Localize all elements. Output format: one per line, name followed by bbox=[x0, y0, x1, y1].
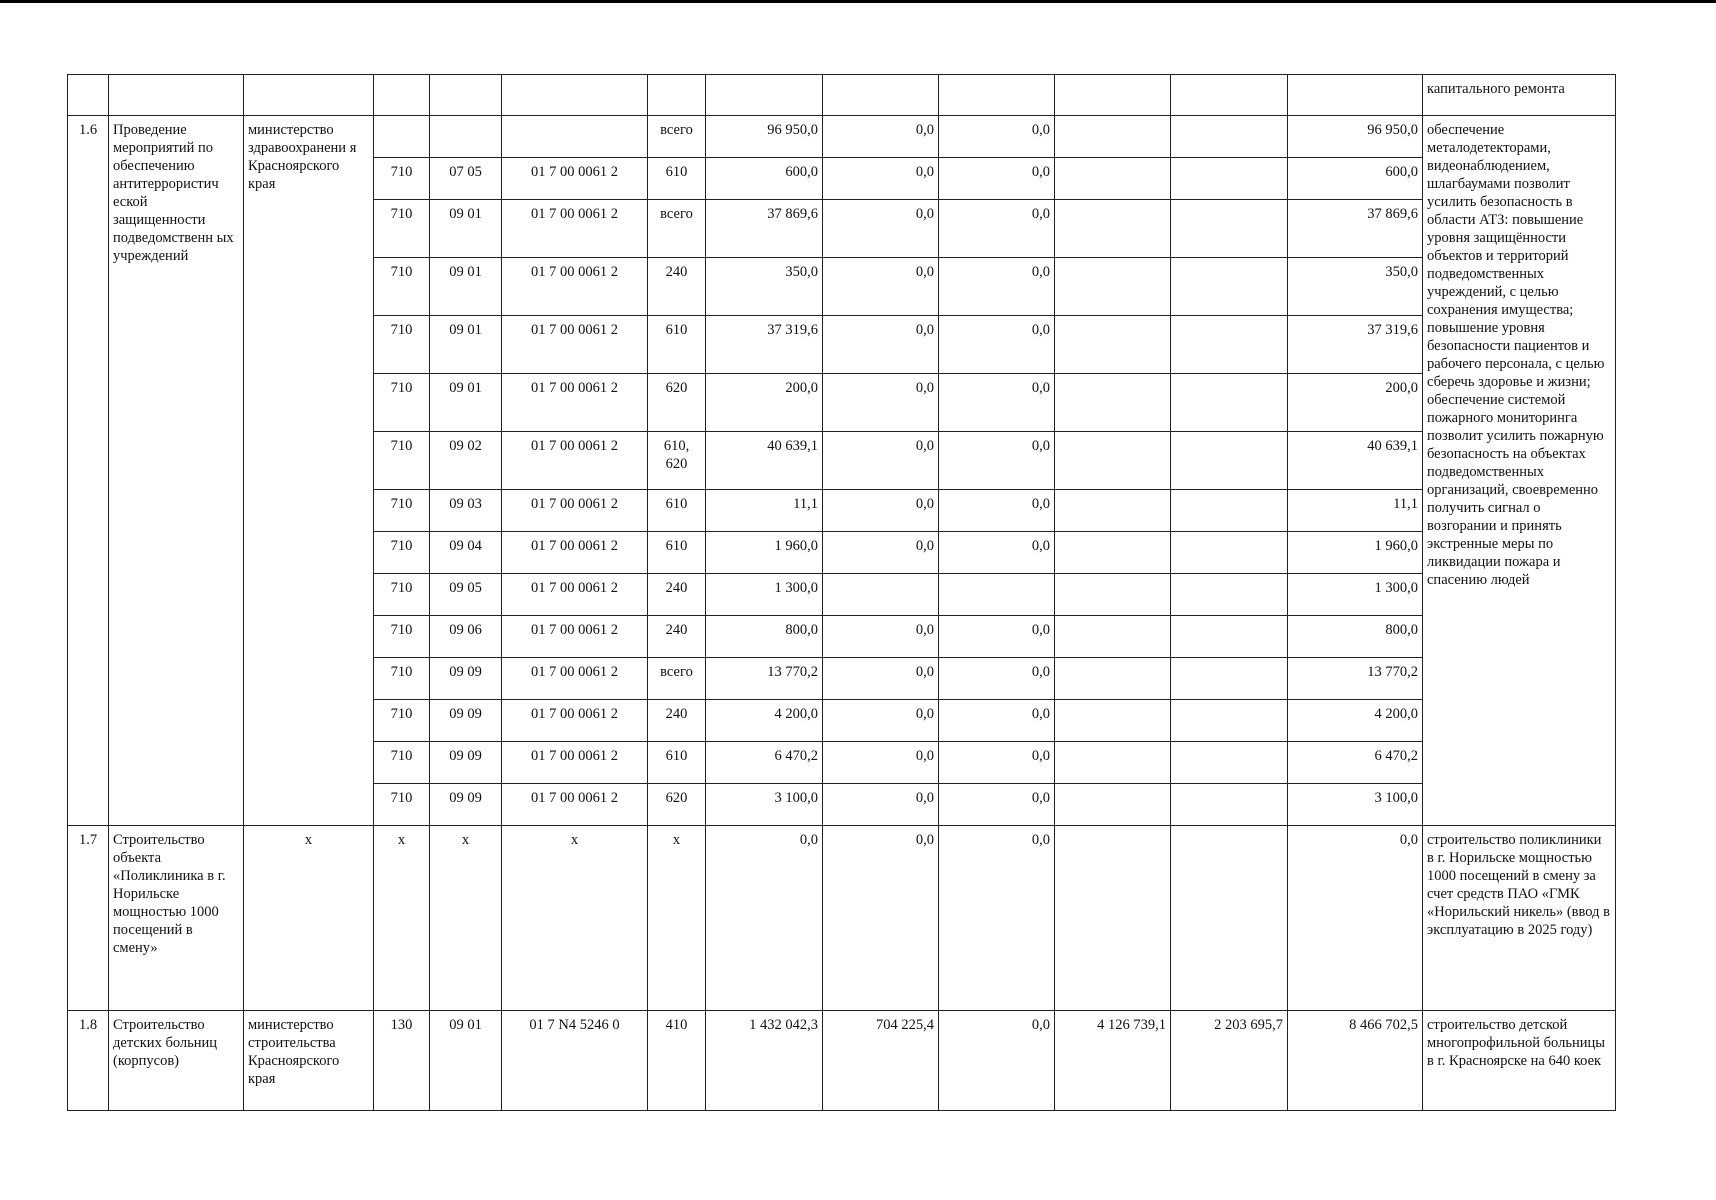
cell-vr: 240 bbox=[648, 616, 706, 658]
cell-year4 bbox=[1055, 616, 1171, 658]
cell-year3: 0,0 bbox=[939, 374, 1055, 432]
cell-year2: 0,0 bbox=[823, 826, 939, 1011]
cell-year3: 0,0 bbox=[939, 784, 1055, 826]
cell-year5 bbox=[1171, 658, 1288, 700]
budget-table bbox=[67, 74, 1616, 1111]
cell-csr: 01 7 N4 5246 0 bbox=[502, 1011, 648, 1111]
cell-year5 bbox=[1171, 200, 1288, 258]
cell-year3: 0,0 bbox=[939, 258, 1055, 316]
cell-vr: всего bbox=[648, 116, 706, 158]
cell-grbs bbox=[374, 116, 430, 158]
cell-grbs: 710 bbox=[374, 490, 430, 532]
cell-year3 bbox=[939, 574, 1055, 616]
cell-year5 bbox=[1171, 158, 1288, 200]
cell-vr: 240 bbox=[648, 574, 706, 616]
cell-rzpr bbox=[430, 116, 502, 158]
cell-total: 96 950,0 bbox=[1288, 116, 1423, 158]
cell-vr: всего bbox=[648, 200, 706, 258]
cell-csr: 01 7 00 0061 2 bbox=[502, 784, 648, 826]
cell-year4 bbox=[1055, 432, 1171, 490]
cell-vr: 610 bbox=[648, 316, 706, 374]
cell-year5 bbox=[1171, 532, 1288, 574]
cell-vr: всего bbox=[648, 658, 706, 700]
cell-csr: 01 7 00 0061 2 bbox=[502, 316, 648, 374]
cell-rzpr: 09 05 bbox=[430, 574, 502, 616]
cell-rzpr: 09 02 bbox=[430, 432, 502, 490]
cell-total: 200,0 bbox=[1288, 374, 1423, 432]
cell-csr: 01 7 00 0061 2 bbox=[502, 374, 648, 432]
cell-year5 bbox=[1171, 700, 1288, 742]
cell-year5 bbox=[1171, 432, 1288, 490]
cell-year4 bbox=[1055, 784, 1171, 826]
cell-rzpr: 09 01 bbox=[430, 374, 502, 432]
cell-total: 40 639,1 bbox=[1288, 432, 1423, 490]
cell-year4 bbox=[1055, 75, 1171, 116]
cell-year1: 6 470,2 bbox=[706, 742, 823, 784]
cell-rzpr: 09 09 bbox=[430, 658, 502, 700]
cell-year4 bbox=[1055, 490, 1171, 532]
responsible-org: министерство строительства Красноярского края bbox=[244, 1011, 374, 1111]
expected-result: строительство детской многопрофильной больницы в г. Красноярске на 640 коек bbox=[1423, 1011, 1616, 1111]
cell-total: 37 869,6 bbox=[1288, 200, 1423, 258]
cell-year3 bbox=[939, 75, 1055, 116]
cell-year2: 0,0 bbox=[823, 374, 939, 432]
cell-rzpr: 09 09 bbox=[430, 700, 502, 742]
cell-year1 bbox=[706, 75, 823, 116]
cell-total bbox=[1288, 75, 1423, 116]
cell-year5 bbox=[1171, 316, 1288, 374]
cell-csr bbox=[502, 75, 648, 116]
cell-year4 bbox=[1055, 200, 1171, 258]
cell-year2: 704 225,4 bbox=[823, 1011, 939, 1111]
cell-grbs: 710 bbox=[374, 616, 430, 658]
cell-year1: 4 200,0 bbox=[706, 700, 823, 742]
cell-rzpr: 07 05 bbox=[430, 158, 502, 200]
cell-total: 350,0 bbox=[1288, 258, 1423, 316]
row-number: 1.6 bbox=[68, 116, 109, 826]
cell-name bbox=[109, 75, 244, 116]
cell-grbs: 710 bbox=[374, 742, 430, 784]
cell-year3: 0,0 bbox=[939, 658, 1055, 700]
cell-csr bbox=[502, 116, 648, 158]
cell-year5 bbox=[1171, 616, 1288, 658]
cell-year3: 0,0 bbox=[939, 532, 1055, 574]
cell-year5 bbox=[1171, 374, 1288, 432]
cell-csr: 01 7 00 0061 2 bbox=[502, 616, 648, 658]
cell-year3: 0,0 bbox=[939, 1011, 1055, 1111]
cell-rzpr: 09 01 bbox=[430, 316, 502, 374]
cell-total: 4 200,0 bbox=[1288, 700, 1423, 742]
cell-year2: 0,0 bbox=[823, 200, 939, 258]
cell-rzpr: 09 01 bbox=[430, 200, 502, 258]
cell-year2: 0,0 bbox=[823, 158, 939, 200]
cell-grbs bbox=[374, 75, 430, 116]
cell-rzpr: 09 01 bbox=[430, 258, 502, 316]
cell-grbs: 710 bbox=[374, 532, 430, 574]
cell-year3: 0,0 bbox=[939, 316, 1055, 374]
cell-year4 bbox=[1055, 532, 1171, 574]
cell-total: 800,0 bbox=[1288, 616, 1423, 658]
measure-name: Строительство детских больниц (корпусов) bbox=[109, 1011, 244, 1111]
cell-result: капитального ремонта bbox=[1423, 75, 1616, 116]
cell-vr: 610, 620 bbox=[648, 432, 706, 490]
cell-year4 bbox=[1055, 658, 1171, 700]
cell-year1: 96 950,0 bbox=[706, 116, 823, 158]
cell-year4 bbox=[1055, 374, 1171, 432]
responsible-org: x bbox=[244, 826, 374, 1011]
cell-year2: 0,0 bbox=[823, 700, 939, 742]
cell-org bbox=[244, 75, 374, 116]
cell-csr: x bbox=[502, 826, 648, 1011]
cell-year5 bbox=[1171, 784, 1288, 826]
cell-year1: 0,0 bbox=[706, 826, 823, 1011]
cell-year3: 0,0 bbox=[939, 490, 1055, 532]
measure-name: Проведение мероприятий по обеспечению антитеррористич еской защищенности подведомственн ых учреждений bbox=[109, 116, 244, 826]
cell-year5: 2 203 695,7 bbox=[1171, 1011, 1288, 1111]
cell-year5 bbox=[1171, 490, 1288, 532]
cell-total: 13 770,2 bbox=[1288, 658, 1423, 700]
cell-year5 bbox=[1171, 75, 1288, 116]
table-row bbox=[68, 1011, 1616, 1111]
cell-year3: 0,0 bbox=[939, 116, 1055, 158]
cell-vr bbox=[648, 75, 706, 116]
cell-total: 1 300,0 bbox=[1288, 574, 1423, 616]
cell-year4 bbox=[1055, 116, 1171, 158]
cell-grbs: 710 bbox=[374, 658, 430, 700]
cell-rzpr: 09 09 bbox=[430, 742, 502, 784]
cell-year4: 4 126 739,1 bbox=[1055, 1011, 1171, 1111]
cell-grbs: 710 bbox=[374, 432, 430, 490]
cell-year1: 1 432 042,3 bbox=[706, 1011, 823, 1111]
cell-year5 bbox=[1171, 258, 1288, 316]
cell-year3: 0,0 bbox=[939, 432, 1055, 490]
cell-csr: 01 7 00 0061 2 bbox=[502, 574, 648, 616]
cell-grbs: x bbox=[374, 826, 430, 1011]
cell-grbs: 710 bbox=[374, 316, 430, 374]
cell-grbs: 710 bbox=[374, 200, 430, 258]
cell-year1: 11,1 bbox=[706, 490, 823, 532]
cell-vr: 610 bbox=[648, 490, 706, 532]
cell-year4 bbox=[1055, 574, 1171, 616]
cell-year1: 37 869,6 bbox=[706, 200, 823, 258]
cell-total: 3 100,0 bbox=[1288, 784, 1423, 826]
cell-year3: 0,0 bbox=[939, 742, 1055, 784]
cell-csr: 01 7 00 0061 2 bbox=[502, 258, 648, 316]
cell-year2: 0,0 bbox=[823, 616, 939, 658]
cell-year1: 600,0 bbox=[706, 158, 823, 200]
cell-csr: 01 7 00 0061 2 bbox=[502, 432, 648, 490]
cell-year1: 37 319,6 bbox=[706, 316, 823, 374]
table-row bbox=[68, 116, 1616, 158]
cell-year2 bbox=[823, 75, 939, 116]
cell-year1: 13 770,2 bbox=[706, 658, 823, 700]
cell-grbs: 710 bbox=[374, 158, 430, 200]
cell-total: 0,0 bbox=[1288, 826, 1423, 1011]
cell-total: 8 466 702,5 bbox=[1288, 1011, 1423, 1111]
cell-vr: 410 bbox=[648, 1011, 706, 1111]
row-number: 1.7 bbox=[68, 826, 109, 1011]
cell-year3: 0,0 bbox=[939, 826, 1055, 1011]
cell-year1: 200,0 bbox=[706, 374, 823, 432]
cell-grbs: 710 bbox=[374, 700, 430, 742]
cell-csr: 01 7 00 0061 2 bbox=[502, 200, 648, 258]
cell-year2: 0,0 bbox=[823, 490, 939, 532]
cell-csr: 01 7 00 0061 2 bbox=[502, 742, 648, 784]
cell-rzpr: x bbox=[430, 826, 502, 1011]
cell-year3: 0,0 bbox=[939, 200, 1055, 258]
cell-year4 bbox=[1055, 316, 1171, 374]
cell-year2: 0,0 bbox=[823, 116, 939, 158]
cell-year1: 350,0 bbox=[706, 258, 823, 316]
cell-year2: 0,0 bbox=[823, 742, 939, 784]
cell-rzpr: 09 03 bbox=[430, 490, 502, 532]
cell-rzpr: 09 09 bbox=[430, 784, 502, 826]
cell-vr: 610 bbox=[648, 742, 706, 784]
continuation-row bbox=[68, 75, 1616, 116]
cell-grbs: 710 bbox=[374, 374, 430, 432]
cell-vr: 620 bbox=[648, 784, 706, 826]
cell-year2 bbox=[823, 574, 939, 616]
cell-year2: 0,0 bbox=[823, 258, 939, 316]
table-row bbox=[68, 826, 1616, 1011]
cell-total: 11,1 bbox=[1288, 490, 1423, 532]
cell-year1: 1 960,0 bbox=[706, 532, 823, 574]
cell-grbs: 710 bbox=[374, 574, 430, 616]
cell-year1: 40 639,1 bbox=[706, 432, 823, 490]
cell-vr: 240 bbox=[648, 258, 706, 316]
expected-result: строительство поликлиники в г. Норильске мощностью 1000 посещений в смену за счет средств ПАО «ГМК «Норильский никель» (ввод в эксплуатацию в 2025 году) bbox=[1423, 826, 1616, 1011]
cell-year5 bbox=[1171, 742, 1288, 784]
cell-vr: 610 bbox=[648, 532, 706, 574]
cell-rzpr: 09 01 bbox=[430, 1011, 502, 1111]
cell-year1: 800,0 bbox=[706, 616, 823, 658]
cell-year2: 0,0 bbox=[823, 658, 939, 700]
cell-year2: 0,0 bbox=[823, 784, 939, 826]
cell-year3: 0,0 bbox=[939, 616, 1055, 658]
cell-rzpr: 09 06 bbox=[430, 616, 502, 658]
cell-year1: 3 100,0 bbox=[706, 784, 823, 826]
cell-year4 bbox=[1055, 158, 1171, 200]
scan-top-edge bbox=[0, 0, 1716, 3]
cell-year4 bbox=[1055, 742, 1171, 784]
cell-total: 37 319,6 bbox=[1288, 316, 1423, 374]
cell-rzpr bbox=[430, 75, 502, 116]
cell-total: 1 960,0 bbox=[1288, 532, 1423, 574]
responsible-org: министерство здравоохранени я Красноярского края bbox=[244, 116, 374, 826]
cell-year2: 0,0 bbox=[823, 432, 939, 490]
cell-year4 bbox=[1055, 258, 1171, 316]
cell-rzpr: 09 04 bbox=[430, 532, 502, 574]
cell-index bbox=[68, 75, 109, 116]
cell-year4 bbox=[1055, 826, 1171, 1011]
cell-total: 600,0 bbox=[1288, 158, 1423, 200]
cell-csr: 01 7 00 0061 2 bbox=[502, 158, 648, 200]
cell-year1: 1 300,0 bbox=[706, 574, 823, 616]
expected-result: обеспечение металодетекторами, видеонаблюдением, шлагбаумами позволит усилить безопасность в области АТЗ: повышение уровня защищённости объектов и территорий подведомственных учреждений, с целью сохранения имущества; повышение уровня безопасности пациентов и рабочего персонала, с целью сберечь здоровье и жизни; обеспечение системой пожарного мониторинга позволит усилить пожарную безопасность на объектах подведомственных организаций, своевременно получить сигнал о возгорании и принять экстренные меры по ликвидации пожара и спасению людей bbox=[1423, 116, 1616, 826]
cell-year3: 0,0 bbox=[939, 700, 1055, 742]
cell-csr: 01 7 00 0061 2 bbox=[502, 532, 648, 574]
cell-year2: 0,0 bbox=[823, 316, 939, 374]
row-number: 1.8 bbox=[68, 1011, 109, 1111]
cell-year5 bbox=[1171, 574, 1288, 616]
cell-year5 bbox=[1171, 826, 1288, 1011]
cell-year5 bbox=[1171, 116, 1288, 158]
cell-vr: 240 bbox=[648, 700, 706, 742]
cell-year2: 0,0 bbox=[823, 532, 939, 574]
measure-name: Строительство объекта «Поликлиника в г. Норильске мощностью 1000 посещений в смену» bbox=[109, 826, 244, 1011]
cell-vr: 610 bbox=[648, 158, 706, 200]
cell-grbs: 710 bbox=[374, 784, 430, 826]
cell-vr: 620 bbox=[648, 374, 706, 432]
cell-grbs: 130 bbox=[374, 1011, 430, 1111]
cell-year4 bbox=[1055, 700, 1171, 742]
cell-csr: 01 7 00 0061 2 bbox=[502, 658, 648, 700]
cell-year3: 0,0 bbox=[939, 158, 1055, 200]
cell-vr: x bbox=[648, 826, 706, 1011]
cell-csr: 01 7 00 0061 2 bbox=[502, 490, 648, 532]
cell-total: 6 470,2 bbox=[1288, 742, 1423, 784]
cell-csr: 01 7 00 0061 2 bbox=[502, 700, 648, 742]
cell-grbs: 710 bbox=[374, 258, 430, 316]
